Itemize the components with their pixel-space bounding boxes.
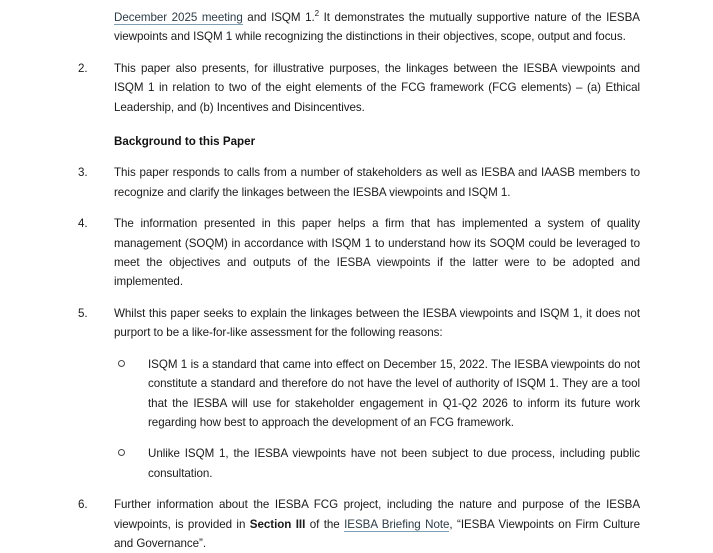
paragraph-4 [0,214,713,292]
paragraph-5-number: 5. [78,306,88,320]
list-item [0,355,713,433]
paragraph-6-text-before-bold: Further information about the IESBA FCG project, including the nature and purpose of the IESBA viewpoints, is provided in [114,498,640,531]
paragraph-6-text-between: of the [305,517,345,531]
paragraph-1-text-rest: It demonstrates the mutually supportive nature of the IESBA viewpoints and ISQM 1 while recognizing the distinctions in their objectives, scope, output and focus. [114,11,640,44]
paragraph-5-text: Whilst this paper seeks to explain the linkages between the IESBA viewpoints and ISQM 1, it does not purport to be a like-for-like assessment for the following reasons: [114,306,640,340]
paragraph-2-text: This paper also presents, for illustrative purposes, the linkages between the IESBA viewpoints and ISQM 1 in relation to two of the eight elements of the FCG framework (FCG elements) – (a) Ethical Leadership, and (b) Incentives and Disincentives. [114,61,640,114]
spacer-before-sub-bullets [0,343,713,355]
paragraph-4-text: The information presented in this paper helps a firm that has implemented a system of quality management (SOQM) in accordance with ISQM 1 to understand how its SOQM could be leveraged to meet the objectives and outputs of the IESBA viewpoints if the latter were to be adopted and implemented. [114,217,640,289]
spacer-after-heading [0,151,713,163]
spacer-after-p1 [0,47,713,59]
spacer-before-heading [0,117,713,132]
section-heading-background-to-this-paper: Background to this Paper [114,135,256,149]
spacer-after-p4 [0,292,713,304]
paragraph-6 [0,495,713,553]
hollow-circle-bullet-icon [118,444,125,463]
sub-bullet-2-text: Unlike ISQM 1, the IESBA viewpoints have not been subject to due process, including public consultation. [148,447,640,480]
hollow-circle-bullet-icon [118,355,125,374]
paragraph-6-number: 6. [78,498,88,512]
paragraph-6-section-reference: Section III [249,517,306,531]
paragraph-1-text-after-link: and ISQM 1. [242,11,315,24]
sub-bullet-1-text: ISQM 1 is a standard that came into effect on December 15, 2022. The IESBA viewpoints do not constitute a standard and therefore do not have the level of authority of ISQM 1. They are a tool that the IESBA will use for stakeholder engagement in Q1-Q2 2026 to inform its future work regarding how best to approach the development of an FCG framework. [148,357,640,429]
spacer-after-sub-bullets [0,483,713,495]
paragraph-3-number: 3. [78,166,88,180]
spacer-between-sub-bullets [0,432,713,444]
list-item [0,444,713,483]
paragraph-3-text: This paper responds to calls from a number of stakeholders as well as IESBA and IAASB members to recognize and clarify the linkages between the IESBA viewpoints and ISQM 1. [114,166,640,199]
paragraph-4-number: 4. [78,217,88,231]
december-2025-meeting-link[interactable]: December 2025 meeting [114,11,243,24]
paragraph-2-number: 2. [78,61,88,75]
paragraph-2 [0,59,713,117]
paragraph-5 [0,304,713,343]
paragraph-1-continuation [0,8,713,47]
spacer-after-p3 [0,202,713,214]
footnote-marker-2[interactable]: 2 [314,9,320,19]
paragraph-6-text-after-link: , “IESBA Viewpoints on Firm Culture and Governance”. [114,517,640,550]
paragraph-3 [0,163,713,202]
spacer-top [0,0,713,8]
iesba-briefing-note-link[interactable]: IESBA Briefing Note [344,517,450,531]
